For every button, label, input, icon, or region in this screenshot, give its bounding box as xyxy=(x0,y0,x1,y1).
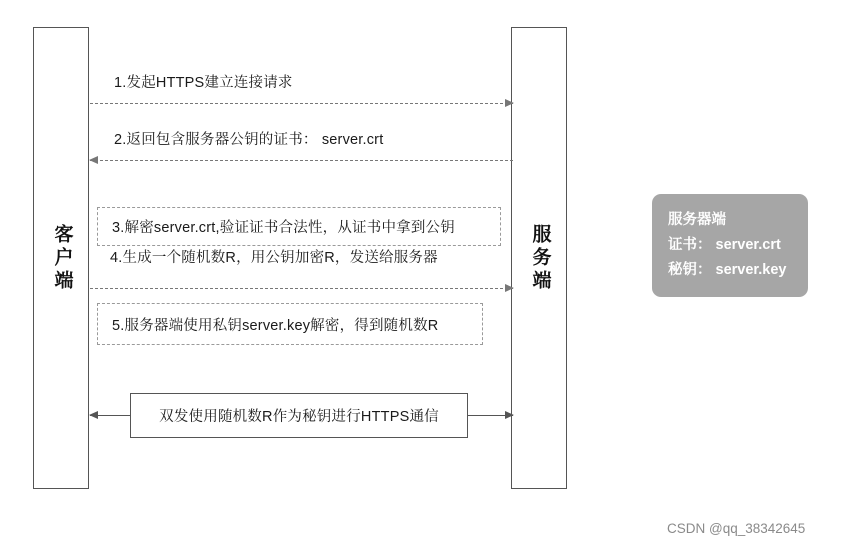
message-4-label: 4.生成一个随机数R，用公钥加密R，发送给服务器 xyxy=(110,250,438,266)
watermark: CSDN @qq_38342645 xyxy=(667,521,806,536)
message-4-arrow xyxy=(90,288,513,289)
lifeline-client-label: 客户端 xyxy=(51,223,73,293)
message-2-arrow-head xyxy=(89,156,98,164)
message-5-note: 5.服务器端使用私钥server.key解密，得到随机数R xyxy=(97,303,483,345)
server-info-title: 服务器端 xyxy=(668,212,726,228)
message-1-arrow-shaft xyxy=(90,103,513,104)
message-1-label: 1.发起HTTPS建立连接请求 xyxy=(114,75,293,91)
message-6-arrow-head-left xyxy=(89,411,98,419)
message-1-arrow-head xyxy=(505,99,514,107)
message-6-box: 双发使用随机数R作为秘钥进行HTTPS通信 xyxy=(130,393,468,438)
message-4-arrow-head xyxy=(505,284,514,292)
message-1-arrow xyxy=(90,103,513,104)
lifeline-server xyxy=(511,27,567,489)
server-info-card xyxy=(652,194,808,297)
server-info-cert: 证书： server.crt xyxy=(668,236,781,253)
message-2-arrow xyxy=(90,160,513,161)
lifeline-client xyxy=(33,27,89,489)
lifeline-server-label: 服务端 xyxy=(529,223,551,293)
server-info-key: 秘钥： server.key xyxy=(668,261,787,278)
message-6-arrow-head-right xyxy=(505,411,514,419)
message-3-note: 3.解密server.crt,验证证书合法性，从证书中拿到公钥 xyxy=(97,207,501,246)
message-2-arrow-shaft xyxy=(90,160,513,161)
message-2-label: 2.返回包含服务器公钥的证书： server.crt xyxy=(114,132,384,148)
message-4-arrow-shaft xyxy=(90,288,513,289)
